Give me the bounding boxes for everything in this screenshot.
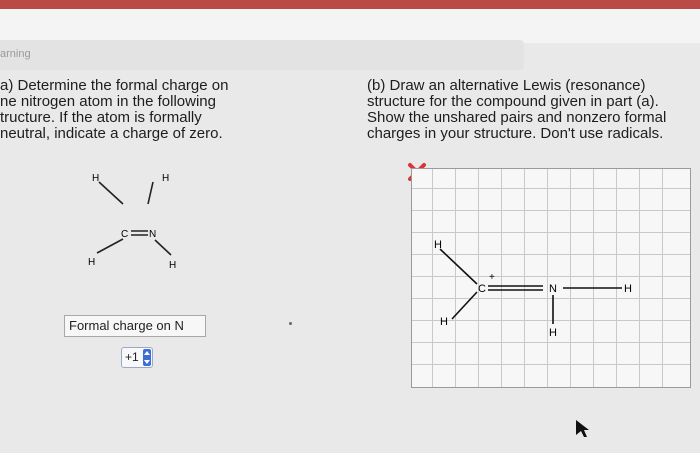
breadcrumb-box (0, 40, 524, 70)
question-b-text: (b) Draw an alternative Lewis (resonance) structure for the compound given in part (a). Show the unshared pairs and nonzero formal charges in your structure. Don't use radicals. (367, 77, 667, 142)
atom-h: H (440, 316, 448, 328)
mouse-pointer-icon (574, 418, 592, 438)
atom-h: H (92, 173, 100, 184)
header-band (0, 9, 700, 43)
formal-charge-label-box (64, 315, 206, 337)
breadcrumb: arning (0, 48, 31, 60)
formal-charge-label: Formal charge on N (69, 318, 184, 333)
formal-charge-stepper[interactable] (121, 347, 153, 368)
drawing-grid (412, 169, 690, 387)
atom-c: C (121, 229, 129, 240)
atom-h: H (549, 327, 557, 339)
atom-n: N (549, 283, 557, 295)
formal-charge-sign: + (489, 272, 495, 283)
top-accent-bar (0, 0, 700, 9)
atom-h: H (169, 260, 177, 271)
atom-n: N (149, 229, 157, 240)
atom-h: H (624, 283, 632, 295)
atom-h: H (88, 257, 96, 268)
stray-dot (289, 322, 292, 325)
drawing-canvas[interactable] (411, 168, 691, 388)
molecule-structure-a (70, 165, 190, 275)
atom-h: H (162, 173, 170, 184)
stepper-arrows-icon[interactable] (143, 349, 151, 366)
atom-h: H (434, 239, 442, 251)
question-a-text: a) Determine the formal charge on ne nitrogen atom in the following tructure. If the atom is formally neutral, indicate a charge of zero. (0, 77, 229, 142)
formal-charge-value: +1 (125, 350, 139, 364)
atom-c: C (478, 283, 486, 295)
